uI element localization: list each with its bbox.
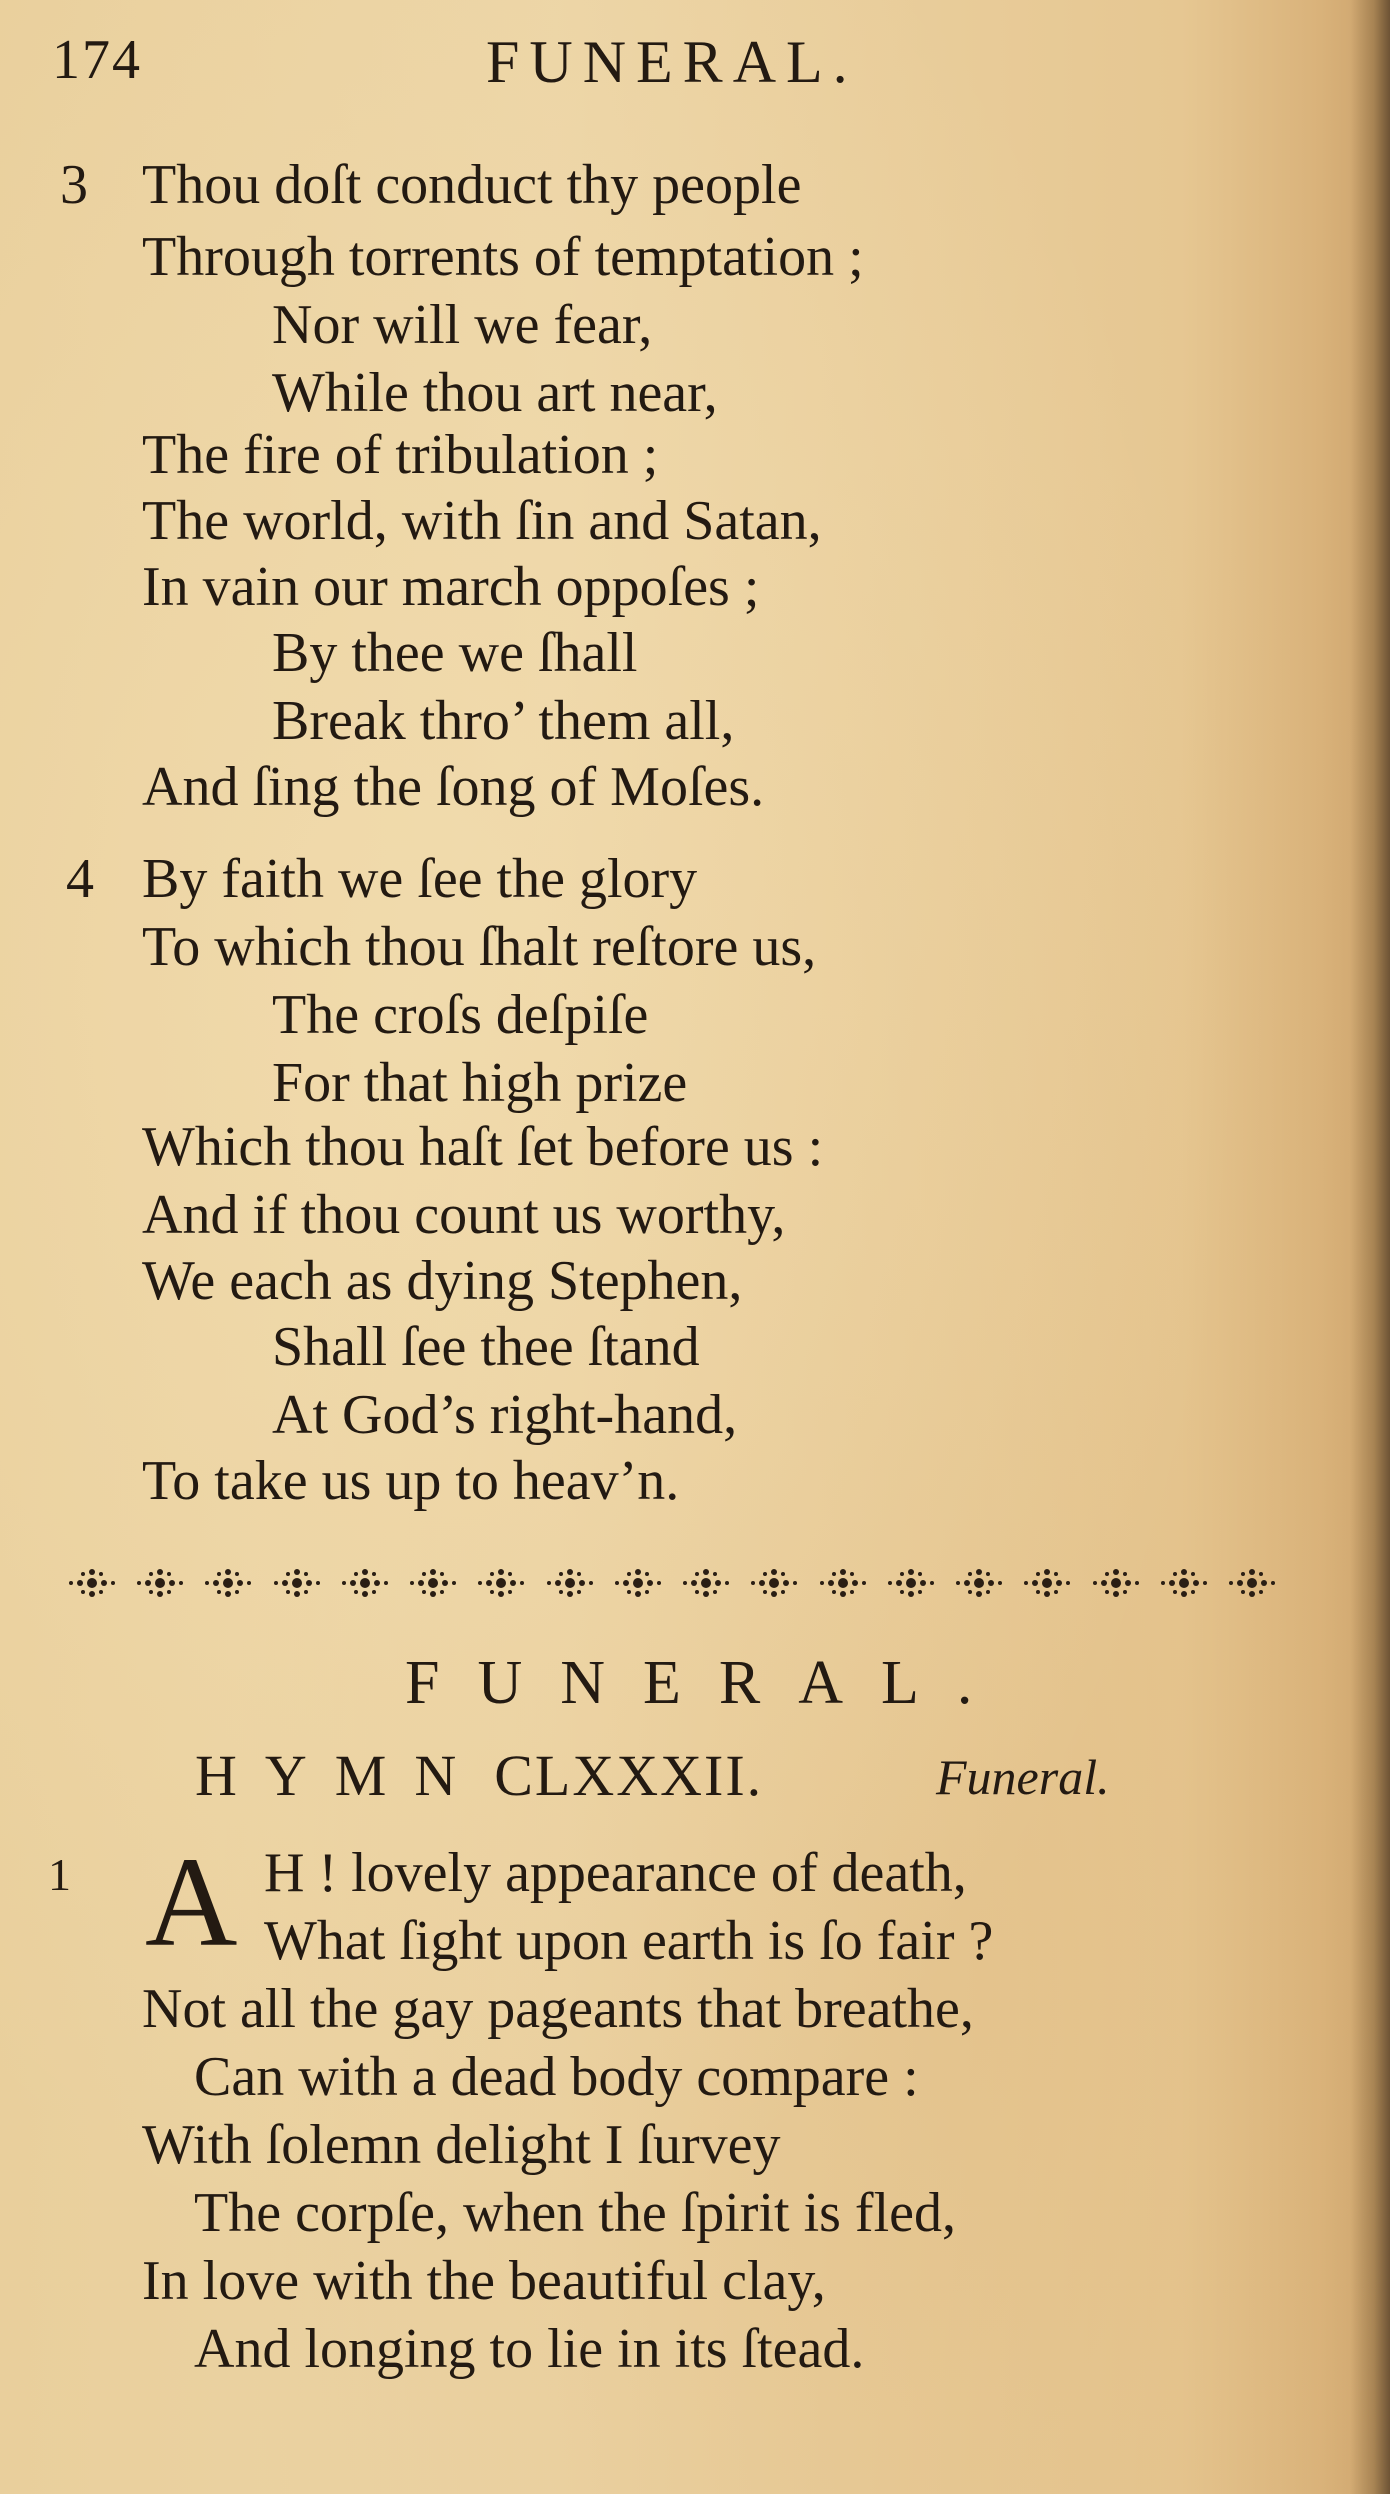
verse-line: Break thro’ them all, (272, 690, 735, 752)
fleuron-icon (198, 1563, 258, 1603)
page-number: 174 (52, 29, 142, 91)
verse-number: 4 (66, 848, 94, 910)
page-gutter-edge (1350, 0, 1390, 2494)
fleuron-icon (1086, 1563, 1146, 1603)
drop-cap: A (145, 1831, 238, 1973)
verse-line: In love with the beautiful clay, (142, 2250, 826, 2312)
verse-line: H ! lovely appearance of death, (264, 1842, 967, 1904)
verse-line: Not all the gay pageants that breathe, (142, 1978, 974, 2040)
fleuron-icon (1154, 1563, 1214, 1603)
verse-line: The corpſe, when the ſpirit is fled, (194, 2182, 956, 2244)
verse-line: To take us up to heav’n. (142, 1450, 680, 1512)
verse-line: The fire of tribulation ; (142, 424, 659, 486)
verse-line: For that high prize (272, 1052, 688, 1114)
fleuron-icon (335, 1563, 395, 1603)
verse-line: While thou art near, (272, 362, 718, 424)
fleuron-icon (267, 1563, 327, 1603)
verse-line: Nor will we fear, (272, 294, 653, 356)
fleuron-icon (949, 1563, 1009, 1603)
verse-line: Shall ſee thee ſtand (272, 1316, 700, 1378)
verse-line: With ſolemn delight I ſurvey (142, 2114, 781, 2176)
verse-line: Thou doſt conduct thy people (142, 154, 802, 216)
verse-line: The croſs deſpiſe (272, 984, 649, 1046)
verse-line: We each as dying Stephen, (142, 1250, 743, 1312)
ornamental-border (62, 1555, 1282, 1611)
fleuron-icon (130, 1563, 190, 1603)
fleuron-icon (1222, 1563, 1282, 1603)
verse-line: To which thou ſhalt reſtore us, (142, 916, 817, 978)
verse-line: What ſight upon earth is ſo fair ? (264, 1910, 994, 1972)
fleuron-icon (471, 1563, 531, 1603)
fleuron-icon (881, 1563, 941, 1603)
fleuron-icon (676, 1563, 736, 1603)
verse-line: And ſing the ſong of Moſes. (142, 756, 765, 818)
verse-number: 1 (48, 1849, 71, 1900)
hymn-number: CLXXXII. (494, 1743, 764, 1808)
fleuron-icon (540, 1563, 600, 1603)
verse-line: The world, with ſin and Satan, (142, 490, 822, 552)
verse-line: Through torrents of temptation ; (142, 226, 864, 288)
tune-name: Funeral. (936, 1749, 1110, 1805)
verse-line: And if thou count us worthy, (142, 1184, 786, 1246)
verse-line: By faith we ſee the glory (142, 848, 698, 910)
hymn-heading (195, 1742, 763, 1809)
verse-line: In vain our march oppoſes ; (142, 556, 760, 618)
fleuron-icon (608, 1563, 668, 1603)
section-title: FUNERAL. (405, 1649, 1011, 1717)
fleuron-icon (744, 1563, 804, 1603)
fleuron-icon (813, 1563, 873, 1603)
verse-line: And longing to lie in its ſtead. (194, 2318, 865, 2380)
verse-line: By thee we ſhall (272, 622, 638, 684)
verse-number: 3 (60, 154, 88, 216)
running-head: FUNERAL. (486, 29, 858, 95)
fleuron-icon (62, 1563, 122, 1603)
hymn-label: HYMN (195, 1743, 485, 1808)
fleuron-icon (1017, 1563, 1077, 1603)
fleuron-icon (403, 1563, 463, 1603)
verse-line: Which thou haſt ſet before us : (142, 1116, 824, 1178)
verse-line: Can with a dead body compare : (194, 2046, 919, 2108)
verse-line: At God’s right-hand, (272, 1384, 738, 1446)
